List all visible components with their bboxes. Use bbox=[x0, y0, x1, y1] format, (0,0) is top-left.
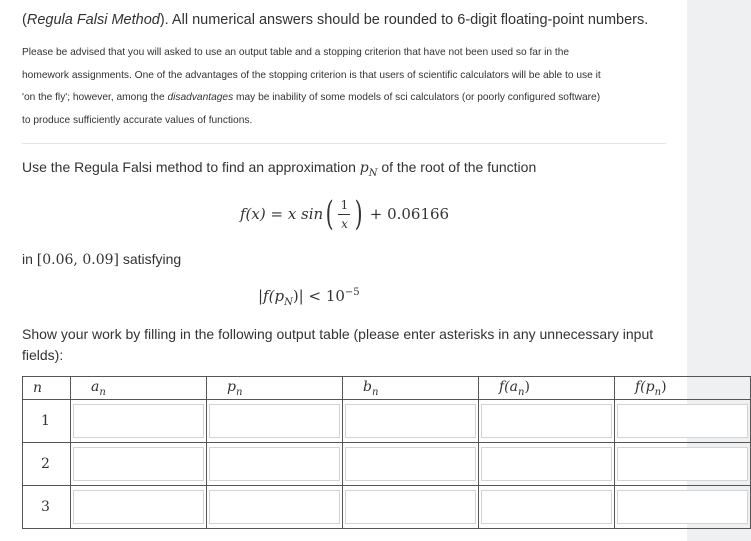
table-row bbox=[23, 400, 751, 443]
advisory-note: Please be advised that you will asked to use an output table and a stopping criterion that have not been used so far in the homework assignments. One of the advantages of the stopping criterion is that users of scientific calculators will be able to use it 'on the fly'; however, among the disadvantages may be inability of some models of sci calculators (or poorly configured software) to produce sufficiently accurate values of functions. bbox=[22, 47, 601, 126]
row-index: 3 bbox=[23, 486, 71, 529]
input-p-n[interactable] bbox=[209, 447, 340, 481]
table-row bbox=[23, 486, 751, 529]
header-n: n bbox=[23, 377, 71, 400]
input-p-n[interactable] bbox=[209, 490, 340, 524]
input-p-n[interactable] bbox=[209, 404, 340, 438]
row-index: 1 bbox=[23, 400, 71, 443]
problem-prompt: Use the Regula Falsi method to find an approximation $p_N$ of the root of the function bbox=[22, 159, 537, 179]
header-b-n: $b_n$ bbox=[343, 377, 479, 400]
input-b-n[interactable] bbox=[345, 404, 476, 438]
input-f-p-n[interactable] bbox=[617, 490, 748, 524]
header-f-p-n: $f(p_n)$ bbox=[615, 377, 751, 400]
function-formula: f(x) = x sin ( $\frac{1}{x}$ ) + 0.06166 bbox=[240, 194, 450, 234]
input-f-p-n[interactable] bbox=[617, 404, 748, 438]
header-a-n: $a_n$ bbox=[71, 377, 207, 400]
input-a-n[interactable] bbox=[73, 404, 204, 438]
table-row bbox=[23, 443, 751, 486]
input-a-n[interactable] bbox=[73, 447, 204, 481]
output-table bbox=[22, 376, 751, 529]
input-a-n[interactable] bbox=[73, 490, 204, 524]
input-f-a-n[interactable] bbox=[481, 404, 612, 438]
table-header-row bbox=[23, 377, 751, 400]
header-p-n: $p_n$ bbox=[207, 377, 343, 400]
table-instruction: Show your work by filling in the following output table (please enter asterisks in any unnecessary input fields): bbox=[22, 326, 654, 363]
input-b-n[interactable] bbox=[345, 490, 476, 524]
question-heading: (Regula Falsi Method). All numerical answers should be rounded to 6-digit floating-point numbers. bbox=[22, 12, 649, 28]
input-f-a-n[interactable] bbox=[481, 490, 612, 524]
input-f-a-n[interactable] bbox=[481, 447, 612, 481]
interval-statement: in [0.06, 0.09] satisfying bbox=[22, 251, 182, 268]
header-f-a-n: $f(a_n)$ bbox=[479, 377, 615, 400]
row-index: 2 bbox=[23, 443, 71, 486]
stopping-criterion: $|f(p_N)| < 10^{-5}$ bbox=[258, 287, 360, 308]
divider bbox=[22, 143, 666, 144]
input-f-p-n[interactable] bbox=[617, 447, 748, 481]
input-b-n[interactable] bbox=[345, 447, 476, 481]
